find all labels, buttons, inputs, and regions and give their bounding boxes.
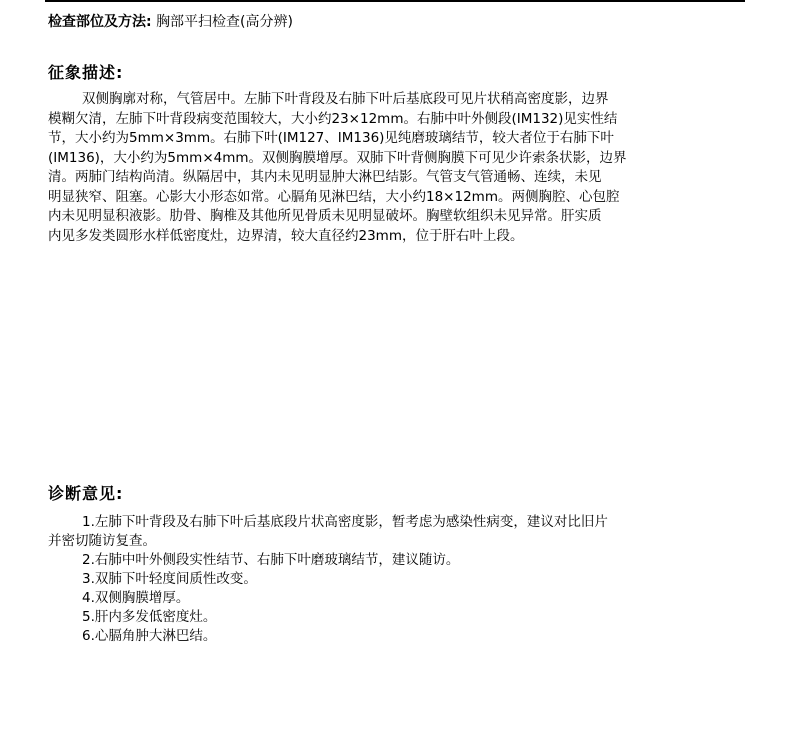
diagnosis-item-continuation: 并密切随访复查。 xyxy=(48,533,156,549)
diagnosis-item: 6.心膈角肿大淋巴结。 xyxy=(82,628,217,644)
findings-line: 内未见明显积液影。肋骨、胸椎及其他所见骨质未见明显破坏。胸壁软组织未见异常。肝实质 xyxy=(48,208,602,224)
exam-method-line xyxy=(48,12,293,32)
diagnosis-item: 1.左肺下叶背段及右肺下叶后基底段片状高密度影，暂考虑为感染性病变，建议对比旧片 xyxy=(82,514,608,530)
findings-line: 模糊欠清，左肺下叶背段病变范围较大，大小约23×12mm。右肺中叶外侧段(IM132)见实性结 xyxy=(48,110,618,127)
diagnosis-item: 3.双肺下叶轻度间质性改变。 xyxy=(82,571,257,587)
findings-line: 节，大小约为5mm×3mm。右肺下叶(IM127、IM136)见纯磨玻璃结节，较大者位于右肺下叶 xyxy=(48,130,614,146)
diagnosis-item: 5.肝内多发低密度灶。 xyxy=(82,609,217,625)
diagnosis-text xyxy=(48,513,736,646)
exam-method-label: 检查部位及方法: xyxy=(48,14,152,30)
diagnosis-item: 2.右肺中叶外侧段实性结节、右肺下叶磨玻璃结节，建议随访。 xyxy=(82,552,460,568)
exam-method-value: 胸部平扫检查(高分辨) xyxy=(156,14,293,30)
diagnosis-item: 4.双侧胸膜增厚。 xyxy=(82,590,190,606)
findings-line: 内见多发类圆形水样低密度灶，边界清，较大直径约23mm，位于肝右叶上段。 xyxy=(48,227,524,244)
findings-line: (IM136)，大小约为5mm×4mm。双侧胸膜增厚。双肺下叶背侧胸膜下可见少许索条状影，边界 xyxy=(48,149,627,166)
findings-text xyxy=(48,90,736,246)
diagnosis-heading: 诊断意见: xyxy=(48,484,124,503)
top-divider xyxy=(45,0,745,2)
findings-line: 明显狭窄、阻塞。心影大小形态如常。心膈角见淋巴结，大小约18×12mm。两侧胸腔、心包腔 xyxy=(48,188,620,205)
findings-heading: 征象描述: xyxy=(48,63,124,82)
findings-line: 双侧胸廓对称，气管居中。左肺下叶背段及右肺下叶后基底段可见片状稍高密度影，边界 xyxy=(82,91,609,107)
findings-line: 清。两肺门结构尚清。纵隔居中，其内未见明显肿大淋巴结影。气管支气管通畅、连续，未见 xyxy=(48,169,602,185)
